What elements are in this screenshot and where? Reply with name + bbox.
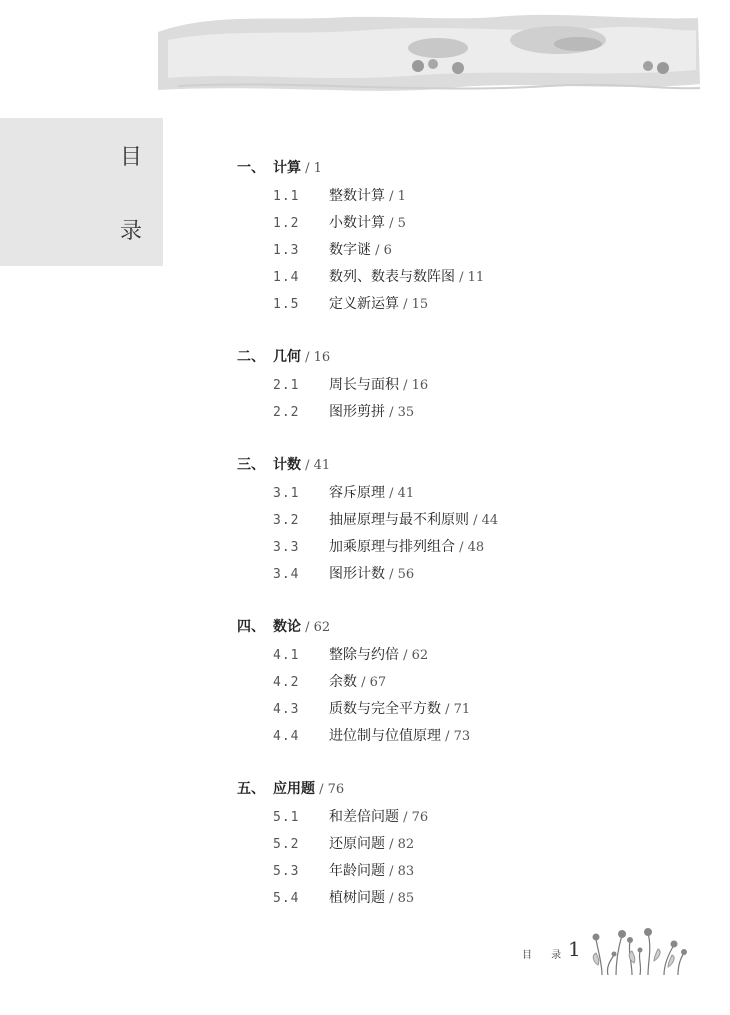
entry-page: 16	[411, 378, 429, 393]
entry-number: 2.2	[273, 405, 300, 420]
entry-title: 整除与约倍	[329, 647, 399, 663]
toc-entry[interactable]: 5.2 还原问题 / 82	[237, 833, 697, 860]
entry-title: 图形计数	[329, 566, 385, 582]
chapter-page: 76	[327, 782, 345, 797]
toc-side-tab	[0, 118, 163, 266]
entry-page: 1	[397, 189, 406, 204]
entry-number: 3.3	[273, 540, 300, 555]
entry-title: 小数计算	[329, 215, 385, 231]
entry-number: 5.1	[273, 810, 300, 825]
entry-number: 3.2	[273, 513, 300, 528]
entry-title: 数字谜	[329, 242, 371, 258]
toc-entry[interactable]: 3.1 容斥原理 / 41	[237, 482, 697, 509]
toc-entry[interactable]: 3.4 图形计数 / 56	[237, 563, 697, 590]
toc-entry[interactable]: 1.2 小数计算 / 5	[237, 212, 697, 239]
footer-section-label: 目 录	[522, 950, 570, 961]
entry-page: 48	[467, 540, 485, 555]
entry-title: 还原问题	[329, 836, 385, 852]
chapter	[237, 347, 697, 428]
toc-entry[interactable]: 3.2 抽屉原理与最不利原则 / 44	[237, 509, 697, 536]
chapter	[237, 779, 697, 914]
toc-entry[interactable]: 4.2 余数 / 67	[237, 671, 697, 698]
entry-page: 44	[481, 513, 499, 528]
chapter	[237, 158, 697, 320]
toc-entry[interactable]: 2.2 图形剪拼 / 35	[237, 401, 697, 428]
entry-number: 1.4	[273, 270, 300, 285]
toc-entry[interactable]: 3.3 加乘原理与排列组合 / 48	[237, 536, 697, 563]
entry-page: 83	[397, 864, 415, 879]
entry-title: 进位制与位值原理	[329, 728, 441, 744]
entry-page: 11	[467, 270, 485, 285]
entry-page: 35	[397, 405, 415, 420]
entry-title: 整数计算	[329, 188, 385, 204]
entry-title: 数列、数表与数阵图	[329, 269, 455, 285]
entry-number: 4.2	[273, 675, 300, 690]
toc-entry[interactable]: 1.5 定义新运算 / 15	[237, 293, 697, 320]
chapter-title: 计数	[273, 457, 301, 473]
toc-entry[interactable]: 4.4 进位制与位值原理 / 73	[237, 725, 697, 752]
entry-title: 定义新运算	[329, 296, 399, 312]
entry-page: 6	[383, 243, 392, 258]
chapter-title: 几何	[273, 349, 301, 365]
entry-number: 4.1	[273, 648, 300, 663]
chapter	[237, 617, 697, 752]
entry-page: 82	[397, 837, 415, 852]
chapter-number: 三、	[237, 457, 265, 473]
entry-number: 1.5	[273, 297, 300, 312]
toc-entry[interactable]: 5.3 年龄问题 / 83	[237, 860, 697, 887]
entry-page: 15	[411, 297, 429, 312]
chapter-page: 16	[313, 350, 331, 365]
toc-entry[interactable]: 1.1 整数计算 / 1	[237, 185, 697, 212]
entry-number: 2.1	[273, 378, 300, 393]
toc-entry[interactable]: 2.1 周长与面积 / 16	[237, 374, 697, 401]
entry-page: 62	[411, 648, 429, 663]
entry-number: 1.1	[273, 189, 300, 204]
toc-entry[interactable]: 4.1 整除与约倍 / 62	[237, 644, 697, 671]
entry-title: 植树问题	[329, 890, 385, 906]
entry-number: 5.3	[273, 864, 300, 879]
chapter-title-row[interactable]: 二、 几何 / 16	[237, 349, 331, 365]
entry-title: 质数与完全平方数	[329, 701, 441, 717]
table-of-contents	[237, 158, 697, 941]
entry-title: 余数	[329, 674, 357, 690]
header-landscape-illustration	[148, 10, 708, 100]
entry-number: 5.2	[273, 837, 300, 852]
entry-title: 加乘原理与排列组合	[329, 539, 455, 555]
entry-page: 73	[453, 729, 471, 744]
chapter-title: 应用题	[273, 781, 315, 797]
entry-page: 67	[369, 675, 387, 690]
entry-number: 4.3	[273, 702, 300, 717]
chapter-title: 数论	[273, 619, 301, 635]
chapter-page: 62	[313, 620, 331, 635]
entry-page: 71	[453, 702, 471, 717]
entry-page: 5	[397, 216, 406, 231]
toc-entry[interactable]: 5.1 和差倍问题 / 76	[237, 806, 697, 833]
entry-page: 85	[397, 891, 415, 906]
toc-entry[interactable]: 4.3 质数与完全平方数 / 71	[237, 698, 697, 725]
entry-number: 3.1	[273, 486, 300, 501]
entry-page: 56	[397, 567, 415, 582]
entry-page: 76	[411, 810, 429, 825]
chapter-title-row[interactable]: 三、 计数 / 41	[237, 457, 331, 473]
chapter-number: 二、	[237, 349, 265, 365]
flowers-illustration	[588, 925, 688, 975]
entry-number: 4.4	[273, 729, 300, 744]
side-tab-char: 目	[120, 145, 143, 170]
entry-page: 41	[397, 486, 415, 501]
toc-entry[interactable]: 5.4 植树问题 / 85	[237, 887, 697, 914]
chapter	[237, 455, 697, 590]
side-tab-char: 录	[120, 219, 143, 244]
chapter-title: 计算	[273, 160, 301, 176]
entry-title: 容斥原理	[329, 485, 385, 501]
page-number: 1	[568, 937, 581, 961]
entry-number: 3.4	[273, 567, 300, 582]
toc-entry[interactable]: 1.4 数列、数表与数阵图 / 11	[237, 266, 697, 293]
entry-title: 图形剪拼	[329, 404, 385, 420]
page-footer	[502, 925, 702, 975]
toc-entry[interactable]: 1.3 数字谜 / 6	[237, 239, 697, 266]
chapter-title-row[interactable]: 五、 应用题 / 76	[237, 781, 345, 797]
entry-number: 5.4	[273, 891, 300, 906]
entry-title: 周长与面积	[329, 377, 399, 393]
entry-number: 1.3	[273, 243, 300, 258]
entry-title: 抽屉原理与最不利原则	[329, 512, 469, 528]
entry-title: 和差倍问题	[329, 809, 399, 825]
entry-title: 年龄问题	[329, 863, 385, 879]
chapter-number: 四、	[237, 619, 265, 635]
chapter-title-row[interactable]: 一、 计算 / 1	[237, 160, 322, 176]
chapter-number: 五、	[237, 781, 265, 797]
chapter-page: 1	[313, 161, 322, 176]
chapter-page: 41	[313, 458, 331, 473]
entry-number: 1.2	[273, 216, 300, 231]
chapter-number: 一、	[237, 160, 265, 176]
chapter-title-row[interactable]: 四、 数论 / 62	[237, 619, 331, 635]
